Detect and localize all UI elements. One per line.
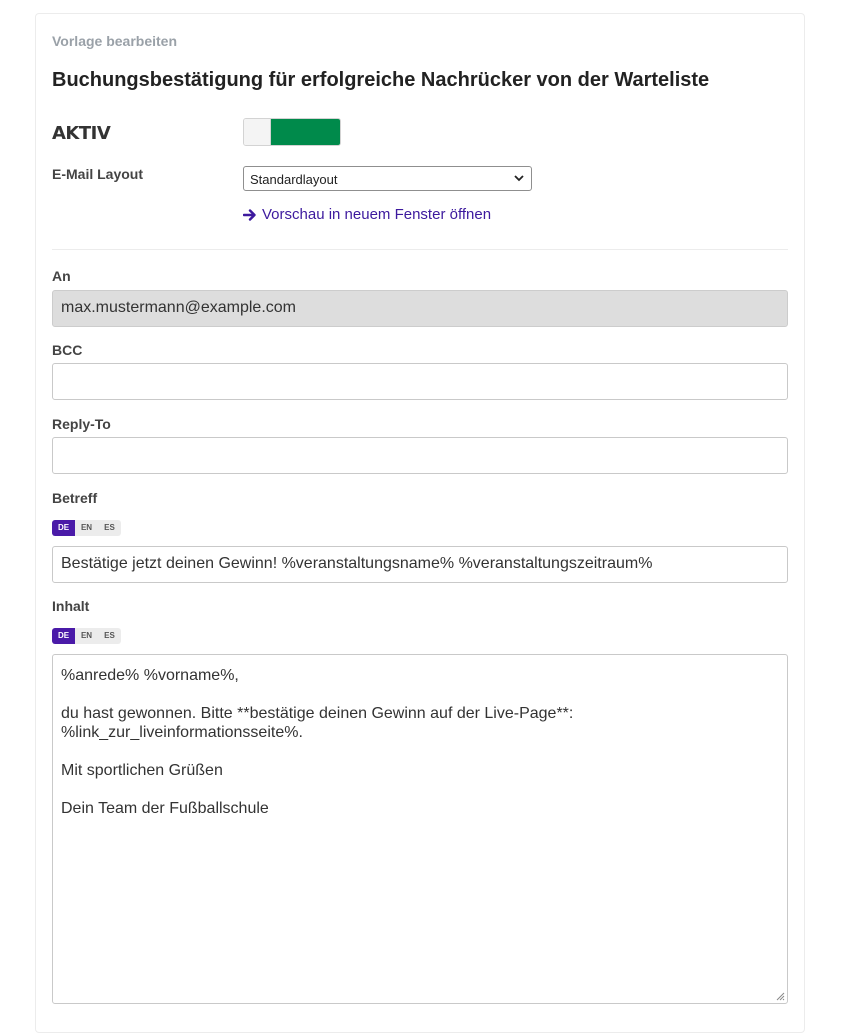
subject-language-tabs (52, 520, 121, 536)
content-language-tabs (52, 628, 121, 644)
chevron-down-icon (513, 170, 525, 186)
active-toggle[interactable] (243, 118, 341, 146)
email-layout-label: E-Mail Layout (52, 166, 144, 182)
section-divider (52, 249, 788, 250)
subject-lang-de[interactable]: DE (52, 520, 75, 536)
arrow-right-icon (243, 208, 257, 222)
content-lang-en[interactable]: EN (75, 628, 98, 644)
content-line: Dein Team der Fußballschule (61, 800, 269, 817)
content-label: Inhalt (52, 598, 90, 614)
content-lang-es[interactable]: ES (98, 628, 121, 644)
preview-link-label: Vorschau in neuem Fenster öffnen (262, 206, 492, 223)
to-label: An (52, 268, 71, 284)
content-line: %link_zur_liveinformationsseite%. (61, 724, 303, 741)
subject-lang-en[interactable]: EN (75, 520, 98, 536)
content-line: Mit sportlichen Grüßen (61, 762, 223, 779)
email-layout-select[interactable] (243, 166, 532, 191)
toggle-knob (244, 119, 271, 145)
to-field: max.mustermann@example.com (52, 290, 788, 327)
preview-link[interactable] (243, 206, 491, 223)
content-line: %anrede% %vorname%, (61, 667, 239, 684)
bcc-label: BCC (52, 342, 83, 358)
content-textarea[interactable] (52, 654, 788, 1004)
subject-label: Betreff (52, 490, 98, 506)
content-line (61, 780, 779, 799)
subject-lang-es[interactable]: ES (98, 520, 121, 536)
content-line (61, 742, 779, 761)
email-layout-selected-value: Standardlayout (250, 172, 338, 187)
subject-field[interactable]: Bestätige jetzt deinen Gewinn! %veranstaltungsname% %veranstaltungszeitraum% (52, 546, 788, 583)
page-title: Buchungsbestätigung für erfolgreiche Nachrücker von der Warteliste (52, 69, 710, 91)
toggle-on-track (271, 119, 340, 145)
reply-to-label: Reply-To (52, 416, 111, 432)
resize-handle-icon[interactable] (775, 991, 785, 1001)
content-line (61, 685, 779, 704)
content-lang-de[interactable]: DE (52, 628, 75, 644)
breadcrumb[interactable]: Vorlage bearbeiten (52, 33, 178, 49)
status-label: AKTIV (52, 123, 111, 144)
content-line: du hast gewonnen. Bitte **bestätige deinen Gewinn auf der Live-Page**: (61, 705, 574, 722)
bcc-field[interactable] (52, 363, 788, 400)
reply-to-field[interactable] (52, 437, 788, 474)
